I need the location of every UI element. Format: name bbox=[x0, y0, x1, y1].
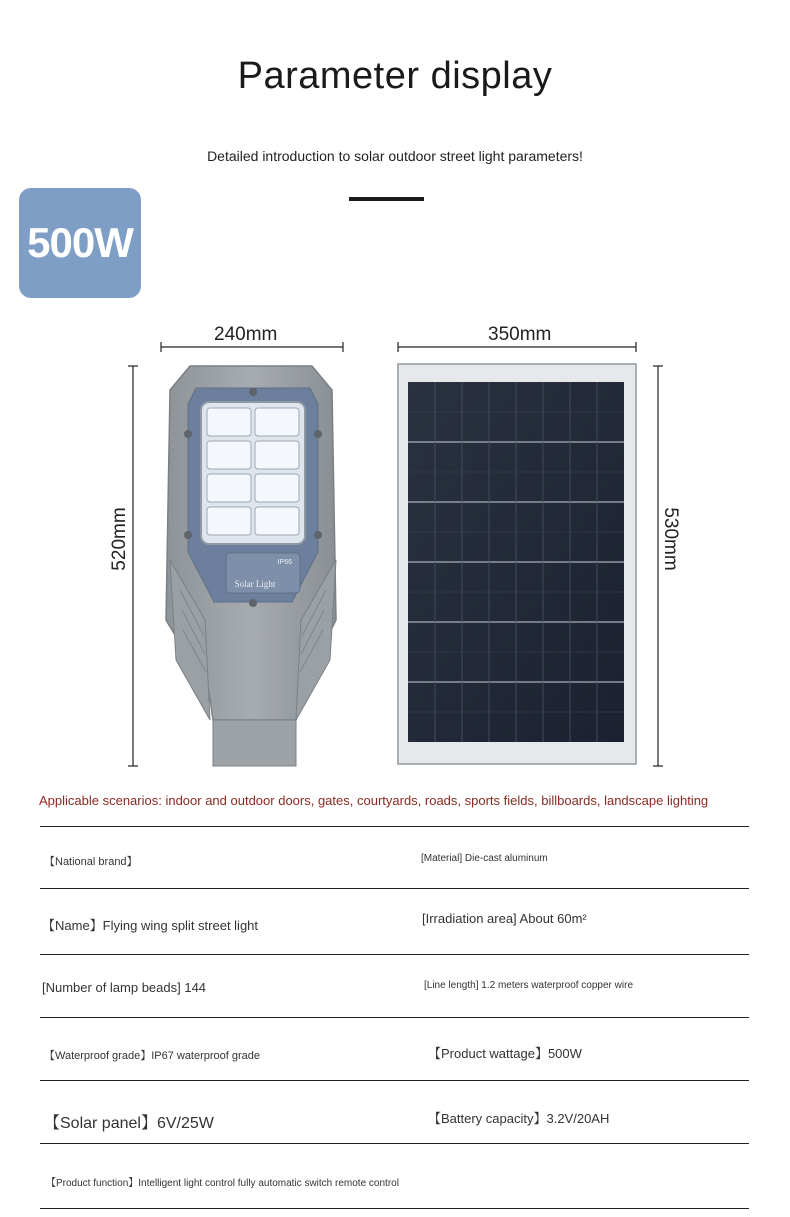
panel-width-label: 350mm bbox=[488, 324, 552, 345]
lamp-height-label: 520mm bbox=[109, 507, 130, 571]
spec-irradiation-area: [Irradiation area] About 60m² bbox=[422, 911, 587, 926]
spec-row bbox=[40, 826, 749, 888]
spec-row bbox=[40, 888, 749, 954]
street-lamp-image bbox=[166, 366, 336, 766]
spec-product-function: 【Product function】Intelligent light control fully automatic switch remote control bbox=[46, 1178, 399, 1189]
page-subtitle: Detailed introduction to solar outdoor street light parameters! bbox=[207, 148, 583, 164]
title-divider bbox=[349, 197, 424, 201]
ip-label: IP66 bbox=[277, 559, 292, 566]
spec-row bbox=[40, 954, 749, 1017]
spec-material: [Material] Die-cast aluminum bbox=[421, 853, 548, 864]
spec-waterproof-grade: 【Waterproof grade】IP67 waterproof grade bbox=[44, 1050, 261, 1062]
solar-panel-image bbox=[398, 364, 636, 764]
spec-product-wattage: 【Product wattage】500W bbox=[428, 1046, 582, 1061]
spec-row bbox=[40, 1080, 749, 1143]
product-illustration bbox=[0, 320, 790, 780]
spec-line-length: [Line length] 1.2 meters waterproof copper wire bbox=[424, 980, 633, 991]
panel-height-label: 530mm bbox=[660, 507, 681, 571]
spec-national-brand: 【National brand】 bbox=[44, 856, 138, 868]
spec-solar-panel: 【Solar panel】6V/25W bbox=[44, 1115, 214, 1132]
spec-name: 【Name】Flying wing split street light bbox=[42, 918, 259, 933]
spec-lamp-beads: [Number of lamp beads] 144 bbox=[42, 980, 207, 995]
panel-width-dimension bbox=[398, 342, 636, 352]
spec-row bbox=[40, 1017, 749, 1080]
lamp-height-dimension bbox=[128, 366, 138, 766]
lamp-width-label: 240mm bbox=[214, 324, 278, 345]
lamp-width-dimension bbox=[161, 342, 343, 352]
panel-height-dimension bbox=[653, 366, 663, 766]
spec-battery-capacity: 【Battery capacity】3.2V/20AH bbox=[428, 1111, 610, 1126]
page-title: Parameter display bbox=[237, 55, 553, 97]
solar-light-label: Solar Light bbox=[234, 579, 276, 589]
spec-row bbox=[40, 1143, 749, 1209]
applicable-scenarios: Applicable scenarios: indoor and outdoor doors, gates, courtyards, roads, sports fields, billboards, landscape lighting bbox=[39, 793, 709, 808]
spec-table bbox=[40, 826, 749, 1209]
wattage-badge: 500W bbox=[19, 188, 141, 298]
